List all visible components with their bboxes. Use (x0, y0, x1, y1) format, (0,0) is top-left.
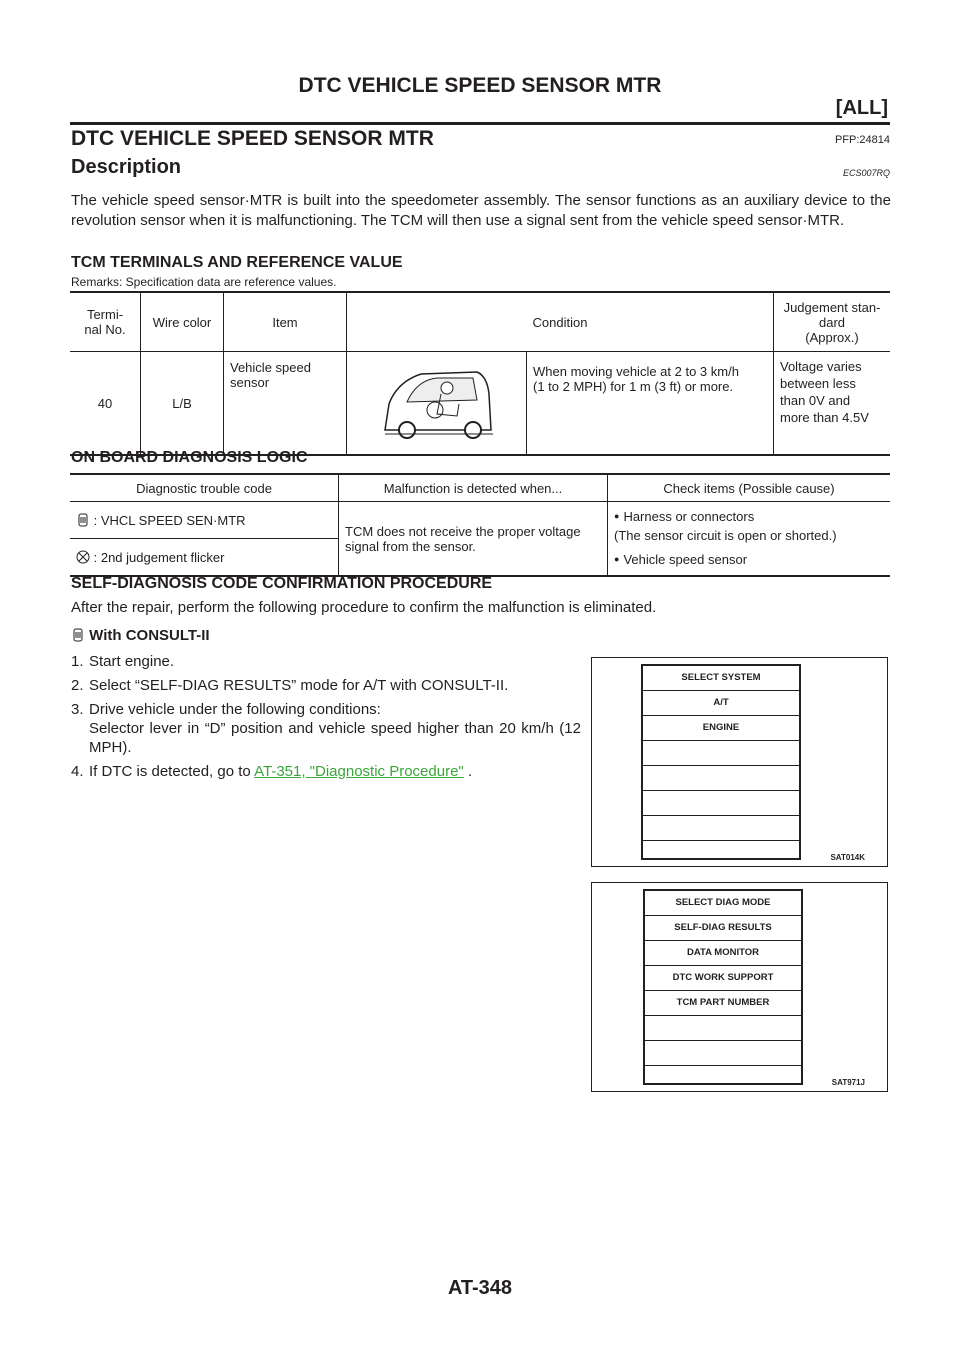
menu-empty (643, 766, 799, 791)
col-dtc: Diagnostic trouble code (70, 474, 339, 502)
step-3: 3. Drive vehicle under the following conditions: Selector lever in “D” position and vehicle speed higher than 20 km/h (12 MPH). (71, 701, 581, 756)
description-heading: Description (71, 156, 182, 178)
confirm-intro: After the repair, perform the following procedure to confirm the malfunction is eliminated. (71, 599, 657, 616)
consult-tool-icon (76, 513, 90, 527)
col-wire: Wire color (141, 292, 224, 352)
confirm-heading: SELF-DIAGNOSIS CODE CONFIRMATION PROCEDURE (71, 575, 493, 592)
col-check: Check items (Possible cause) (608, 474, 891, 502)
running-header-title: DTC VEHICLE SPEED SENSOR MTR (298, 74, 662, 97)
col-item: Item (224, 292, 347, 352)
section-title: DTC VEHICLE SPEED SENSOR MTR (71, 127, 434, 150)
menu-empty (643, 741, 799, 766)
tcm-remarks: Remarks: Specification data are reference values. (71, 275, 337, 289)
menu-tcm-part-number: TCM PART NUMBER (645, 991, 801, 1016)
with-consult-heading: With CONSULT-II (71, 627, 210, 644)
page-number: AT-348 (447, 1277, 513, 1299)
col-terminal: Termi- nal No. (70, 292, 141, 352)
running-header-scope: [ALL] (835, 97, 888, 119)
menu-empty (643, 816, 799, 841)
description-text: The vehicle speed sensor·MTR is built into the speedometer assembly. The sensor functions as an auxiliary device to the revolution sensor when it is malfunctioning. The TCM will then use a signal sent from the vehicle speed sensor·MTR. (71, 192, 891, 229)
malfunction-value: TCM does not receive the proper voltage signal from the sensor. (339, 502, 608, 577)
dtc-consult-row (70, 502, 339, 539)
menu-self-diag-results: SELF-DIAG RESULTS (645, 916, 801, 941)
dtc-code-2: : 2nd judgement flicker (93, 549, 225, 565)
step-1: 1. Start engine. (71, 653, 175, 670)
screen-select-system (591, 657, 888, 867)
tcm-heading: TCM TERMINALS AND REFERENCE VALUE (71, 254, 403, 271)
obd-table (70, 473, 890, 577)
obd-heading: ON BOARD DIAGNOSIS LOGIC (71, 449, 308, 466)
check-item-1: ● Harness or connectors (The sensor circuit is open or shorted.) (614, 508, 884, 545)
header-rule (70, 122, 890, 125)
screen-select-diag-mode-panel (643, 889, 803, 1085)
menu-empty (643, 841, 799, 865)
diagnostic-procedure-link[interactable]: AT-351, "Diagnostic Procedure" (254, 763, 464, 780)
no-tools-icon (76, 550, 90, 564)
menu-dtc-work-support: DTC WORK SUPPORT (645, 966, 801, 991)
menu-engine: ENGINE (643, 716, 799, 741)
menu-empty (643, 791, 799, 816)
check-item-2: ● Vehicle speed sensor (614, 551, 884, 570)
figure-code: SAT014K (830, 853, 865, 862)
consult-tool-icon (71, 628, 85, 642)
figure-code: SAT971J (831, 1078, 865, 1087)
col-judgement: Judgement stan- dard (Approx.) (774, 292, 891, 352)
menu-select-system: SELECT SYSTEM (643, 666, 799, 691)
wire-value: L/B (141, 352, 224, 456)
check-items (608, 502, 891, 577)
menu-at: A/T (643, 691, 799, 716)
judgement-value: Voltage varies between less than 0V and more than 4.5V (774, 352, 891, 456)
screen-select-diag-mode (591, 882, 888, 1092)
col-malfunction: Malfunction is detected when... (339, 474, 608, 502)
step-4: 4. If DTC is detected, go to AT-351, "Diagnostic Procedure" . (71, 763, 473, 780)
item-value: Vehicle speed sensor (224, 352, 347, 456)
tcm-table (70, 291, 890, 456)
condition-value: When moving vehicle at 2 to 3 km/h (1 to 2 MPH) for 1 m (3 ft) or more. (527, 352, 774, 456)
procedure-steps (71, 652, 581, 786)
description-code: ECS007RQ (842, 168, 890, 178)
car-illustration (347, 352, 527, 456)
part-number: PFP:24814 (834, 134, 890, 146)
driving-vehicle-icon (377, 364, 497, 440)
menu-empty (645, 1066, 801, 1090)
menu-select-diag-mode: SELECT DIAG MODE (645, 891, 801, 916)
menu-empty (645, 1016, 801, 1041)
step-2: 2. Select “SELF-DIAG RESULTS” mode for A/T with CONSULT-II. (71, 677, 509, 694)
menu-empty (645, 1041, 801, 1066)
terminal-value: 40 (97, 395, 113, 411)
dtc-code-1: : VHCL SPEED SEN·MTR (93, 512, 246, 528)
dtc-no-tools-row (70, 539, 339, 577)
menu-data-monitor: DATA MONITOR (645, 941, 801, 966)
col-condition: Condition (347, 292, 774, 352)
screen-select-system-panel (641, 664, 801, 860)
